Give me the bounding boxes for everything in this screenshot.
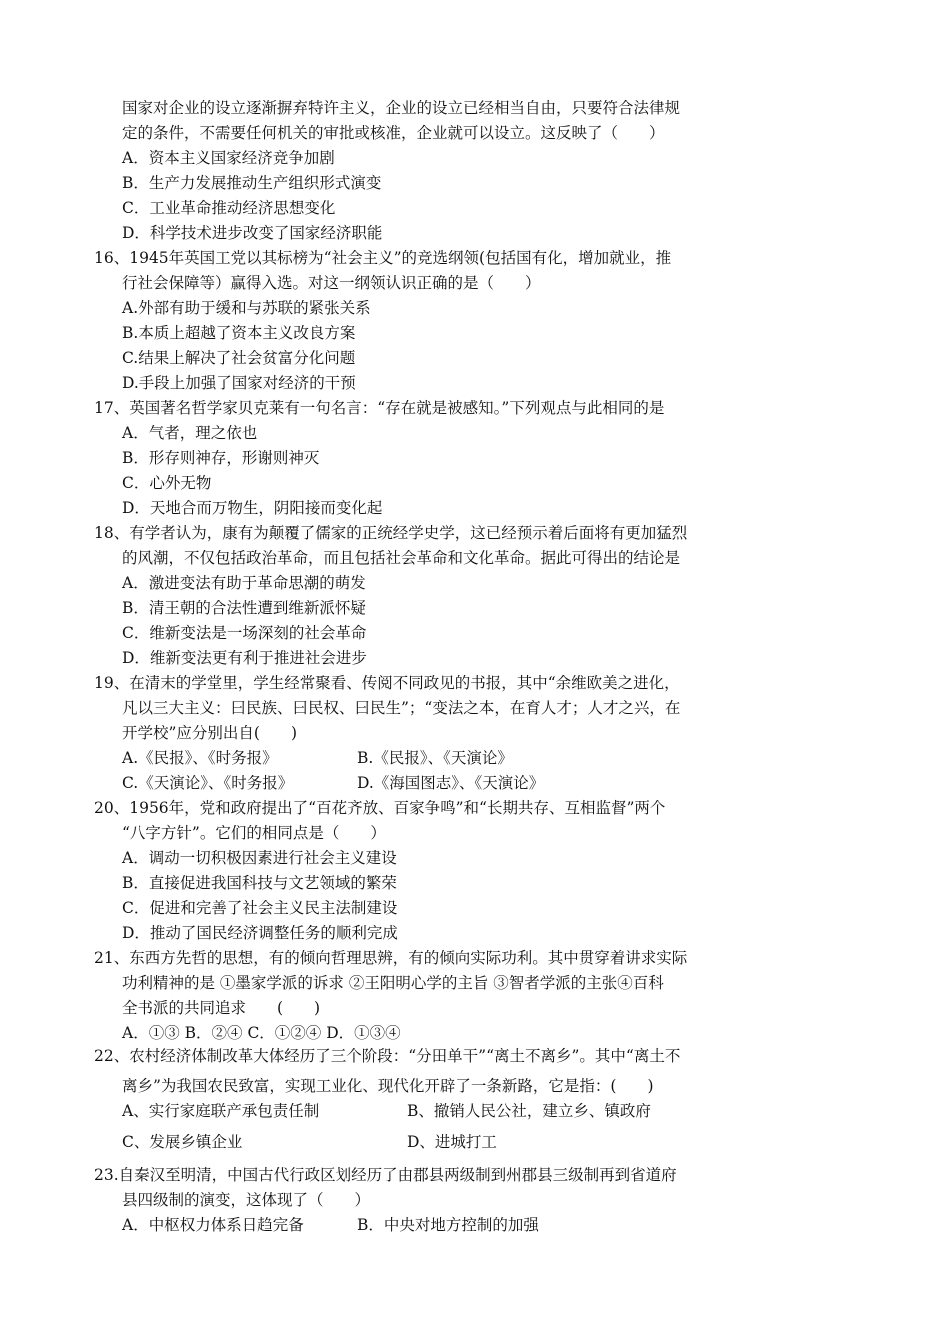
q22-stem-line-2: 离乡”为我国农民致富，实现工业化、现代化开辟了一条新路，它是指：( ) <box>122 1077 654 1095</box>
q20-option-a: A．调动一切积极因素进行社会主义建设 <box>122 849 397 867</box>
q16-option-c: C.结果上解决了社会贫富分化问题 <box>122 349 356 367</box>
q17-option-a: A．气者，理之依也 <box>122 424 258 442</box>
q17-option-b: B．形存则神存，形谢则神灭 <box>122 449 320 467</box>
q22-option-a: A、实行家庭联产承包责任制 <box>122 1102 320 1120</box>
q18-option-b: B．清王朝的合法性遭到维新派怀疑 <box>122 599 366 617</box>
q15-option-d: D．科学技术进步改变了国家经济职能 <box>122 224 383 242</box>
q19-option-d: D.《海国图志》、《天演论》 <box>357 774 545 792</box>
q15-stem-line-1: 国家对企业的设立逐渐摒弃特许主义，企业的设立已经相当自由，只要符合法律规 <box>122 99 681 117</box>
q19-stem-line-3: 开学校”应分别出自( ) <box>122 724 298 742</box>
q19-option-b: B.《民报》、《天演论》 <box>357 749 513 767</box>
q22-option-b: B、撤销人民公社，建立乡、镇政府 <box>407 1102 651 1120</box>
q21-stem-line-3: 全书派的共同追求 ( ) <box>122 999 321 1017</box>
q21-stem-line-2: 功利精神的是 ①墨家学派的诉求 ②王阳明心学的主旨 ③智者学派的主张④百科 <box>122 974 664 992</box>
q23-option-a: A．中枢权力体系日趋完备 <box>122 1216 304 1234</box>
q16-stem-line-1: 16、1945年英国工党以其标榜为“社会主义”的竞选纲领(包括国有化，增加就业，推 <box>94 249 672 267</box>
q16-option-d: D.手段上加强了国家对经济的干预 <box>122 374 356 392</box>
q17-option-d: D．天地合而万物生，阴阳接而变化起 <box>122 499 383 517</box>
q19-option-a: A.《民报》、《时务报》 <box>122 749 278 767</box>
q15-option-c: C．工业革命推动经济思想变化 <box>122 199 336 217</box>
q20-stem-line-2: “八字方针”。它们的相同点是（ ） <box>122 824 386 842</box>
q19-option-c: C.《天演论》、《时务报》 <box>122 774 294 792</box>
q23-stem-line-2: 县四级制的演变，这体现了（ ） <box>122 1191 371 1209</box>
q18-stem-line-2: 的风潮，不仅包括政治革命，而且包括社会革命和文化革命。据此可得出的结论是 <box>122 549 681 567</box>
q20-option-c: C．促进和完善了社会主义民主法制建设 <box>122 899 398 917</box>
q23-stem-line-1: 23.自秦汉至明清，中国古代行政区划经历了由郡县两级制到州郡县三级制再到省道府 <box>94 1166 677 1184</box>
q22-stem-line-1: 22、农村经济体制改革大体经历了三个阶段：“分田单干”“离土不离乡”。其中“离土不 <box>94 1047 681 1065</box>
q21-options: A．①③ B．②④ C．①②④ D．①③④ <box>122 1024 401 1042</box>
q15-option-a: A．资本主义国家经济竞争加剧 <box>122 149 335 167</box>
q15-option-b: B．生产力发展推动生产组织形式演变 <box>122 174 382 192</box>
q17-stem-line-1: 17、英国著名哲学家贝克莱有一句名言：“存在就是被感知。”下列观点与此相同的是 <box>94 399 665 417</box>
q19-stem-line-1: 19、在清末的学堂里，学生经常聚看、传阅不同政见的书报，其中“余维欧美之进化， <box>94 674 680 692</box>
q16-stem-line-2: 行社会保障等）赢得入选。对这一纲领认识正确的是（ ） <box>122 274 541 292</box>
q22-option-d: D、进城打工 <box>407 1133 497 1151</box>
q23-option-b: B．中央对地方控制的加强 <box>357 1216 539 1234</box>
q18-option-c: C．维新变法是一场深刻的社会革命 <box>122 624 367 642</box>
q18-stem-line-1: 18、有学者认为，康有为颠覆了儒家的正统经学史学，这已经预示着后面将有更加猛烈 <box>94 524 688 542</box>
q20-option-b: B．直接促进我国科技与文艺领域的繁荣 <box>122 874 397 892</box>
q21-stem-line-1: 21、东西方先哲的思想，有的倾向哲理思辨，有的倾向实际功利。其中贯穿着讲求实际 <box>94 949 688 967</box>
q18-option-a: A．激进变法有助于革命思潮的萌发 <box>122 574 366 592</box>
q20-option-d: D．推动了国民经济调整任务的顺利完成 <box>122 924 398 942</box>
q18-option-d: D．维新变法更有利于推进社会进步 <box>122 649 367 667</box>
q17-option-c: C．心外无物 <box>122 474 212 492</box>
q15-stem-line-2: 定的条件，不需要任何机关的审批或核准，企业就可以设立。这反映了（ ） <box>122 124 665 142</box>
q20-stem-line-1: 20、1956年，党和政府提出了“百花齐放、百家争鸣”和“长期共存、互相监督”两个 <box>94 799 666 817</box>
q22-option-c: C、发展乡镇企业 <box>122 1133 243 1151</box>
q16-option-b: B.本质上超越了资本主义改良方案 <box>122 324 356 342</box>
q16-option-a: A.外部有助于缓和与苏联的紧张关系 <box>122 299 371 317</box>
q19-stem-line-2: 凡以三大主义：曰民族、曰民权、曰民生”；“变法之本，在育人才；人才之兴，在 <box>122 699 681 717</box>
